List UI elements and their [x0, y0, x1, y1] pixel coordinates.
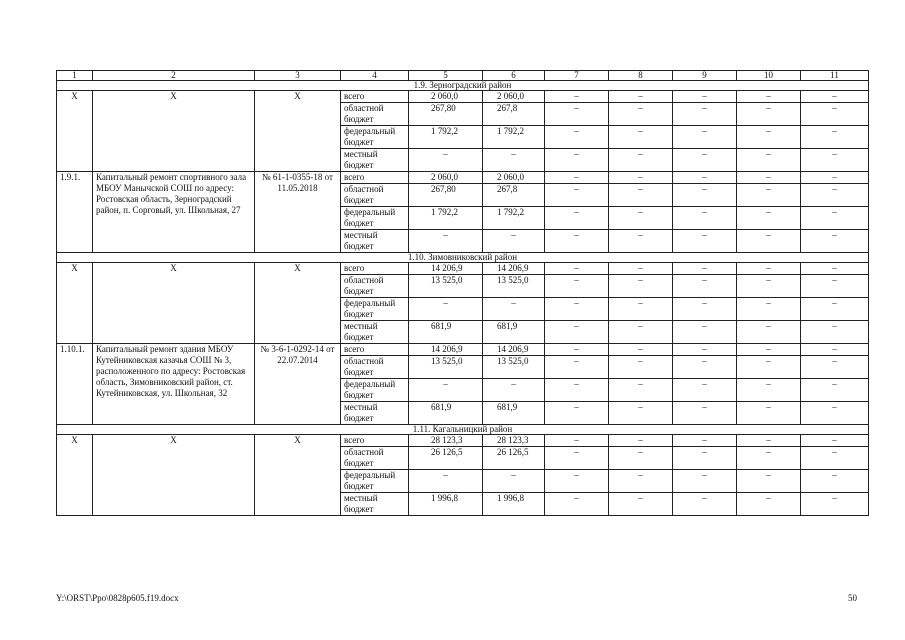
amount-col11: –	[801, 184, 869, 207]
amount-col9: –	[673, 91, 737, 103]
header-row	[57, 71, 869, 81]
amount-col11: –	[801, 470, 869, 493]
amount-col10: –	[737, 91, 801, 103]
amount-col8: –	[609, 149, 673, 172]
amount-col10: –	[737, 379, 801, 402]
amount-col9: –	[673, 126, 737, 149]
amount-col11: –	[801, 172, 869, 184]
funding-source-label: всего	[341, 172, 409, 184]
item-row	[57, 344, 869, 356]
amount-col9: –	[673, 184, 737, 207]
amount-col11: –	[801, 230, 869, 253]
amount-col11: –	[801, 379, 869, 402]
amount-col6: 28 123,3	[483, 435, 545, 447]
amount-col5: 13 525,0	[409, 356, 483, 379]
section-title-row	[57, 81, 869, 91]
column-number-header: 10	[737, 71, 801, 81]
item-number-cell: 1.9.1.	[57, 172, 93, 253]
amount-col8: –	[609, 263, 673, 275]
funding-source-label: местный бюджет	[341, 321, 409, 344]
amount-col8: –	[609, 379, 673, 402]
amount-col8: –	[609, 172, 673, 184]
budget-table	[56, 70, 869, 516]
amount-col5: 2 060,0	[409, 172, 483, 184]
document-cell: Х	[255, 91, 341, 172]
footer-file-path: Y:\ORST\Ppo\0828p605.f19.docx	[56, 593, 179, 603]
funding-source-label: федеральный бюджет	[341, 379, 409, 402]
amount-col9: –	[673, 172, 737, 184]
amount-col9: –	[673, 402, 737, 425]
funding-source-label: федеральный бюджет	[341, 470, 409, 493]
item-number-cell: Х	[57, 91, 93, 172]
section-title-row	[57, 425, 869, 435]
summary-row	[57, 435, 869, 447]
amount-col11: –	[801, 435, 869, 447]
item-number-cell: 1.10.1.	[57, 344, 93, 425]
object-name-cell: Капитальный ремонт здания МБОУ Кутейниковская казачья СОШ № 3, расположенного по адресу: Ростовская область, Зимовниковский район, ст. Кутейниковская, ул. Школьная, 32	[93, 344, 255, 425]
amount-col9: –	[673, 493, 737, 516]
amount-col6: –	[483, 149, 545, 172]
amount-col8: –	[609, 298, 673, 321]
section-title: 1.9. Зерноградский район	[57, 81, 869, 91]
amount-col6: 14 206,9	[483, 263, 545, 275]
amount-col11: –	[801, 493, 869, 516]
amount-col9: –	[673, 321, 737, 344]
amount-col7: –	[545, 103, 609, 126]
amount-col7: –	[545, 91, 609, 103]
amount-col11: –	[801, 321, 869, 344]
column-number-header: 1	[57, 71, 93, 81]
amount-col11: –	[801, 344, 869, 356]
amount-col5: –	[409, 379, 483, 402]
amount-col7: –	[545, 447, 609, 470]
section-title-row	[57, 253, 869, 263]
amount-col10: –	[737, 263, 801, 275]
amount-col5: –	[409, 298, 483, 321]
funding-source-label: всего	[341, 263, 409, 275]
amount-col10: –	[737, 470, 801, 493]
amount-col8: –	[609, 207, 673, 230]
column-number-header: 9	[673, 71, 737, 81]
amount-col11: –	[801, 149, 869, 172]
column-number-header: 8	[609, 71, 673, 81]
amount-col10: –	[737, 344, 801, 356]
amount-col11: –	[801, 207, 869, 230]
amount-col6: –	[483, 379, 545, 402]
amount-col5: 1 792,2	[409, 207, 483, 230]
amount-col5: 14 206,9	[409, 344, 483, 356]
section-title: 1.11. Кагальницкий район	[57, 425, 869, 435]
amount-col6: –	[483, 230, 545, 253]
amount-col5: 681,9	[409, 402, 483, 425]
amount-col6: 13 525,0	[483, 275, 545, 298]
amount-col8: –	[609, 447, 673, 470]
column-number-header: 6	[483, 71, 545, 81]
amount-col8: –	[609, 435, 673, 447]
amount-col10: –	[737, 435, 801, 447]
amount-col5: –	[409, 230, 483, 253]
object-name-cell: Х	[93, 263, 255, 344]
item-number-cell: Х	[57, 263, 93, 344]
amount-col7: –	[545, 344, 609, 356]
funding-source-label: областной бюджет	[341, 103, 409, 126]
amount-col5: –	[409, 470, 483, 493]
amount-col9: –	[673, 379, 737, 402]
amount-col5: 267,80	[409, 103, 483, 126]
amount-col11: –	[801, 263, 869, 275]
document-cell: Х	[255, 263, 341, 344]
document-cell: № 3-6-1-0292-14 от 22.07.2014	[255, 344, 341, 425]
amount-col8: –	[609, 91, 673, 103]
amount-col10: –	[737, 230, 801, 253]
amount-col8: –	[609, 275, 673, 298]
amount-col7: –	[545, 149, 609, 172]
amount-col9: –	[673, 103, 737, 126]
amount-col5: 681,9	[409, 321, 483, 344]
amount-col7: –	[545, 275, 609, 298]
amount-col7: –	[545, 172, 609, 184]
column-number-header: 5	[409, 71, 483, 81]
amount-col7: –	[545, 126, 609, 149]
amount-col5: 1 792,2	[409, 126, 483, 149]
amount-col7: –	[545, 321, 609, 344]
amount-col6: 1 792,2	[483, 207, 545, 230]
column-number-header: 7	[545, 71, 609, 81]
amount-col6: 13 525,0	[483, 356, 545, 379]
item-row	[57, 172, 869, 184]
amount-col7: –	[545, 207, 609, 230]
funding-source-label: областной бюджет	[341, 184, 409, 207]
amount-col5: 26 126,5	[409, 447, 483, 470]
funding-source-label: федеральный бюджет	[341, 298, 409, 321]
amount-col5: 2 060,0	[409, 91, 483, 103]
amount-col10: –	[737, 126, 801, 149]
amount-col11: –	[801, 447, 869, 470]
funding-source-label: местный бюджет	[341, 402, 409, 425]
section-title: 1.10. Зимовниковский район	[57, 253, 869, 263]
summary-row	[57, 263, 869, 275]
amount-col7: –	[545, 356, 609, 379]
column-number-header: 4	[341, 71, 409, 81]
amount-col10: –	[737, 207, 801, 230]
amount-col6: 681,9	[483, 402, 545, 425]
amount-col10: –	[737, 172, 801, 184]
funding-source-label: местный бюджет	[341, 493, 409, 516]
column-number-header: 11	[801, 71, 869, 81]
amount-col5: 14 206,9	[409, 263, 483, 275]
funding-source-label: федеральный бюджет	[341, 126, 409, 149]
funding-source-label: областной бюджет	[341, 275, 409, 298]
amount-col8: –	[609, 402, 673, 425]
amount-col10: –	[737, 321, 801, 344]
amount-col8: –	[609, 344, 673, 356]
amount-col11: –	[801, 356, 869, 379]
amount-col10: –	[737, 493, 801, 516]
amount-col9: –	[673, 435, 737, 447]
amount-col9: –	[673, 470, 737, 493]
amount-col5: 28 123,3	[409, 435, 483, 447]
amount-col9: –	[673, 230, 737, 253]
funding-source-label: областной бюджет	[341, 356, 409, 379]
object-name-cell: Капитальный ремонт спортивного зала МБОУ Манычской СОШ по адресу: Ростовская область, Зерноградский район, п. Сорговый, ул. Школьная, 27	[93, 172, 255, 253]
amount-col8: –	[609, 470, 673, 493]
amount-col11: –	[801, 91, 869, 103]
amount-col8: –	[609, 184, 673, 207]
amount-col5: –	[409, 149, 483, 172]
amount-col6: 1 996,8	[483, 493, 545, 516]
amount-col5: 13 525,0	[409, 275, 483, 298]
amount-col11: –	[801, 402, 869, 425]
funding-source-label: федеральный бюджет	[341, 207, 409, 230]
object-name-cell: Х	[93, 435, 255, 516]
amount-col9: –	[673, 275, 737, 298]
amount-col6: 2 060,0	[483, 91, 545, 103]
amount-col8: –	[609, 126, 673, 149]
amount-col7: –	[545, 379, 609, 402]
amount-col10: –	[737, 298, 801, 321]
amount-col6: 681,9	[483, 321, 545, 344]
funding-source-label: местный бюджет	[341, 149, 409, 172]
amount-col6: –	[483, 470, 545, 493]
funding-source-label: областной бюджет	[341, 447, 409, 470]
amount-col8: –	[609, 356, 673, 379]
document-cell: Х	[255, 435, 341, 516]
amount-col10: –	[737, 356, 801, 379]
amount-col10: –	[737, 103, 801, 126]
amount-col7: –	[545, 470, 609, 493]
amount-col5: 1 996,8	[409, 493, 483, 516]
amount-col10: –	[737, 275, 801, 298]
amount-col6: 26 126,5	[483, 447, 545, 470]
summary-row	[57, 91, 869, 103]
amount-col7: –	[545, 263, 609, 275]
amount-col6: 14 206,9	[483, 344, 545, 356]
amount-col11: –	[801, 298, 869, 321]
amount-col5: 267,80	[409, 184, 483, 207]
amount-col10: –	[737, 184, 801, 207]
amount-col7: –	[545, 435, 609, 447]
page-number: 50	[848, 593, 857, 603]
amount-col7: –	[545, 184, 609, 207]
amount-col10: –	[737, 149, 801, 172]
amount-col6: –	[483, 298, 545, 321]
amount-col8: –	[609, 321, 673, 344]
amount-col9: –	[673, 356, 737, 379]
funding-source-label: всего	[341, 435, 409, 447]
amount-col8: –	[609, 103, 673, 126]
column-number-header: 2	[93, 71, 255, 81]
amount-col10: –	[737, 447, 801, 470]
amount-col8: –	[609, 493, 673, 516]
funding-source-label: местный бюджет	[341, 230, 409, 253]
amount-col7: –	[545, 298, 609, 321]
funding-source-label: всего	[341, 91, 409, 103]
funding-source-label: всего	[341, 344, 409, 356]
amount-col9: –	[673, 263, 737, 275]
item-number-cell: Х	[57, 435, 93, 516]
amount-col9: –	[673, 207, 737, 230]
amount-col9: –	[673, 447, 737, 470]
amount-col11: –	[801, 275, 869, 298]
amount-col10: –	[737, 402, 801, 425]
amount-col7: –	[545, 402, 609, 425]
table-body	[57, 71, 869, 516]
column-number-header: 3	[255, 71, 341, 81]
amount-col8: –	[609, 230, 673, 253]
amount-col11: –	[801, 103, 869, 126]
amount-col11: –	[801, 126, 869, 149]
amount-col6: 1 792,2	[483, 126, 545, 149]
amount-col6: 267,8	[483, 184, 545, 207]
amount-col9: –	[673, 344, 737, 356]
amount-col7: –	[545, 230, 609, 253]
amount-col7: –	[545, 493, 609, 516]
document-cell: № 61-1-0355-18 от 11.05.2018	[255, 172, 341, 253]
amount-col6: 2 060,0	[483, 172, 545, 184]
object-name-cell: Х	[93, 91, 255, 172]
amount-col9: –	[673, 149, 737, 172]
amount-col9: –	[673, 298, 737, 321]
amount-col6: 267,8	[483, 103, 545, 126]
